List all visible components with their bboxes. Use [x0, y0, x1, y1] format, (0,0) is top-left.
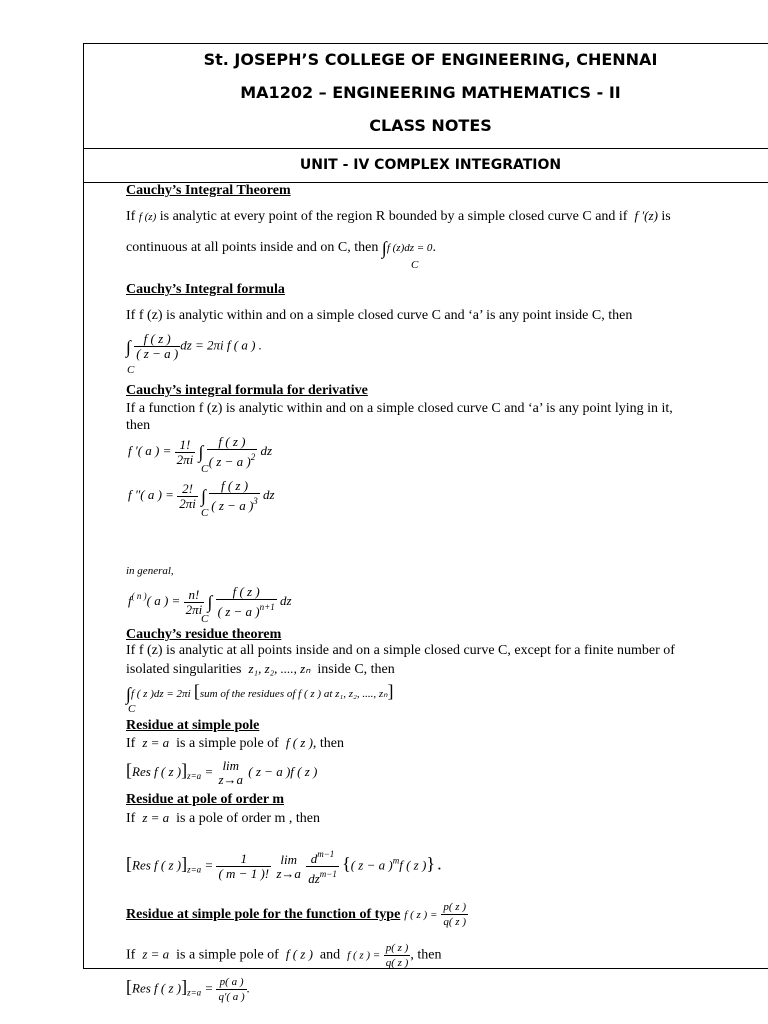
heading-integral-theorem: Cauchy’s Integral Theorem: [126, 183, 291, 198]
derivative-formula-line2: then: [126, 418, 151, 433]
document-page: [83, 43, 768, 1003]
residue-theorem-equation: ∫f ( z )dz = 2πi [sum of the residues of f ( z ) at z₁, z₂, ...., zₙ]: [126, 681, 394, 705]
contour-label: C: [411, 259, 419, 271]
college-name: St. JOSEPH’S COLLEGE OF ENGINEERING, CHENNAI: [203, 50, 658, 69]
integral-theorem-line2: continuous at all points inside and on C, then ∫f (z)dz = 0.: [126, 238, 436, 258]
second-derivative-equation: f ″( a ) = $\frac{2!}{2\pi i}$ ∫ $\frac{f ( z )}{( z - a )^3}$ dz: [128, 478, 275, 513]
document-header: [84, 44, 768, 149]
residue-type-line: If z = a is a simple pole of f ( z ) and f ( z ) = $\frac{p( z )}{q( z )}$ , then: [126, 942, 442, 969]
first-derivative-equation: f ′( a ) = $\frac{1!}{2\pi i}$ ∫ $\frac{f ( z )}{( z - a )^2}$ dz: [128, 434, 273, 469]
heading-derivative-formula: Cauchy’s integral formula for derivative: [126, 383, 368, 398]
notes-title: CLASS NOTES: [369, 116, 492, 135]
residue-order-m-equation: [Res f ( z )]$_{z=a}$ = $\frac{1}{( m - 1 )!}$ lim z→a $\frac{d^{m-1}}{dz^{m-1}}$ {( z − a )$^m$f ( z )} .: [126, 849, 442, 886]
integral-sign: ∫: [381, 238, 387, 258]
residue-theorem-line2: isolated singularities z₁, z₂, ...., zₙ inside C, then: [126, 661, 395, 677]
heading-residue-simple-pole: Residue at simple pole: [126, 718, 260, 733]
integral-formula-line1: If f (z) is analytic within and on a simple closed curve C and ‘a’ is any point inside C, then: [126, 308, 633, 323]
derivative-formula-line1: If a function f (z) is analytic within and on a simple closed curve C and ‘a’ is any point lying in it,: [126, 401, 673, 416]
heading-residue-order-m: Residue at pole of order m: [126, 792, 284, 807]
integral-theorem-line1: If f (z) is analytic at every point of the region R bounded by a simple closed curve C and if f ′(z) is: [126, 208, 671, 224]
contour-label: C: [201, 507, 209, 519]
residue-type-header: Residue at simple pole for the function of type f ( z ) = $\frac{p( z )}{q( z )}$: [126, 901, 466, 928]
notes-body: [84, 183, 768, 1003]
residue-theorem-line1: If f (z) is analytic at all points inside and on a simple closed curve C, except for a finite number of: [126, 643, 675, 658]
contour-label: C: [201, 613, 209, 625]
heading-residue-theorem: Cauchy’s residue theorem: [126, 627, 282, 642]
in-general-label: in general,: [126, 565, 174, 577]
contour-label: C: [128, 703, 136, 715]
contour-label: C: [127, 364, 135, 376]
contour-label: C: [201, 463, 209, 475]
course-title: MA1202 – ENGINEERING MATHEMATICS - II: [240, 83, 621, 102]
integral-formula-equation: ∫ $\frac{f ( z )}{( z - a )}$ dz = 2πi f ( a ) .: [126, 331, 262, 361]
residue-simple-pole-equation: [Res f ( z )]$_{z=a}$ = lim z→a ( z − a )f ( z ): [126, 758, 318, 787]
residue-order-m-line: If z = a is a pole of order m , then: [126, 810, 321, 826]
nth-derivative-equation: $f^{( n )}$( a ) = $\frac{n!}{2\pi i}$ ∫ $\frac{f ( z )}{( z - a )^{n+1}}$ dz: [128, 584, 292, 619]
residue-simple-pole-line: If z = a is a simple pole of f ( z ), then: [126, 735, 345, 751]
heading-integral-formula: Cauchy’s Integral formula: [126, 282, 285, 297]
residue-type-equation: [Res f ( z )]$_{z=a}$ = $\frac{p( a )}{q'( a )}$ .: [126, 976, 250, 1003]
unit-title: UNIT - IV COMPLEX INTEGRATION: [84, 148, 768, 183]
